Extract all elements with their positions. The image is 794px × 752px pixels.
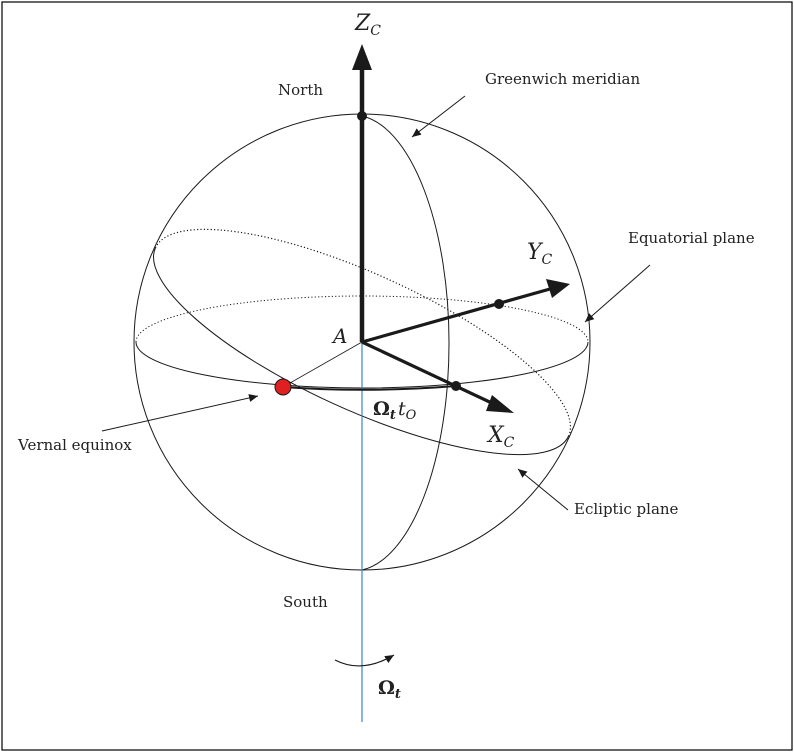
- greenwich-meridian-curve: [362, 116, 449, 570]
- z-axis-arrowhead: [352, 44, 372, 70]
- z-axis-label: $Z_C$: [355, 11, 382, 39]
- equatorial-plane-label: Equatorial plane: [628, 229, 755, 247]
- y-axis-shaft: [362, 289, 550, 342]
- vernal-equinox-point: [275, 379, 291, 395]
- x-axis-label: $X_C$: [488, 423, 515, 451]
- north-pole-point: [357, 111, 367, 121]
- y-axis-label: $Y_C$: [527, 240, 553, 268]
- south-label: South: [283, 593, 328, 611]
- equatorial-pointer-arrow: [585, 265, 650, 322]
- y-axis-arrowhead: [546, 279, 570, 298]
- greenwich-pointer-arrow: [412, 96, 465, 137]
- vernal-equinox-label: Vernal equinox: [18, 436, 132, 454]
- rotation-rate-label: $\Omega_t$: [378, 677, 401, 702]
- x-axis-shaft: [362, 342, 496, 405]
- greenwich-meridian-label: Greenwich meridian: [485, 70, 641, 88]
- x-axis-intersection-point: [451, 381, 461, 391]
- origin-label: A: [333, 324, 348, 348]
- vernal-pointer-arrow: [102, 396, 258, 431]
- rotation-direction-arrow: [335, 655, 394, 666]
- x-axis-arrowhead: [486, 395, 514, 413]
- figure-border: [2, 2, 792, 750]
- north-label: North: [278, 81, 324, 99]
- ecliptic-plane-label: Ecliptic plane: [574, 500, 679, 518]
- sidereal-angle-label: $\Omega_t$ $t_O$: [373, 398, 417, 423]
- y-axis-intersection-point: [494, 299, 504, 309]
- equinox-radius-line: [283, 342, 362, 387]
- ecliptic-pointer-arrow: [518, 469, 568, 510]
